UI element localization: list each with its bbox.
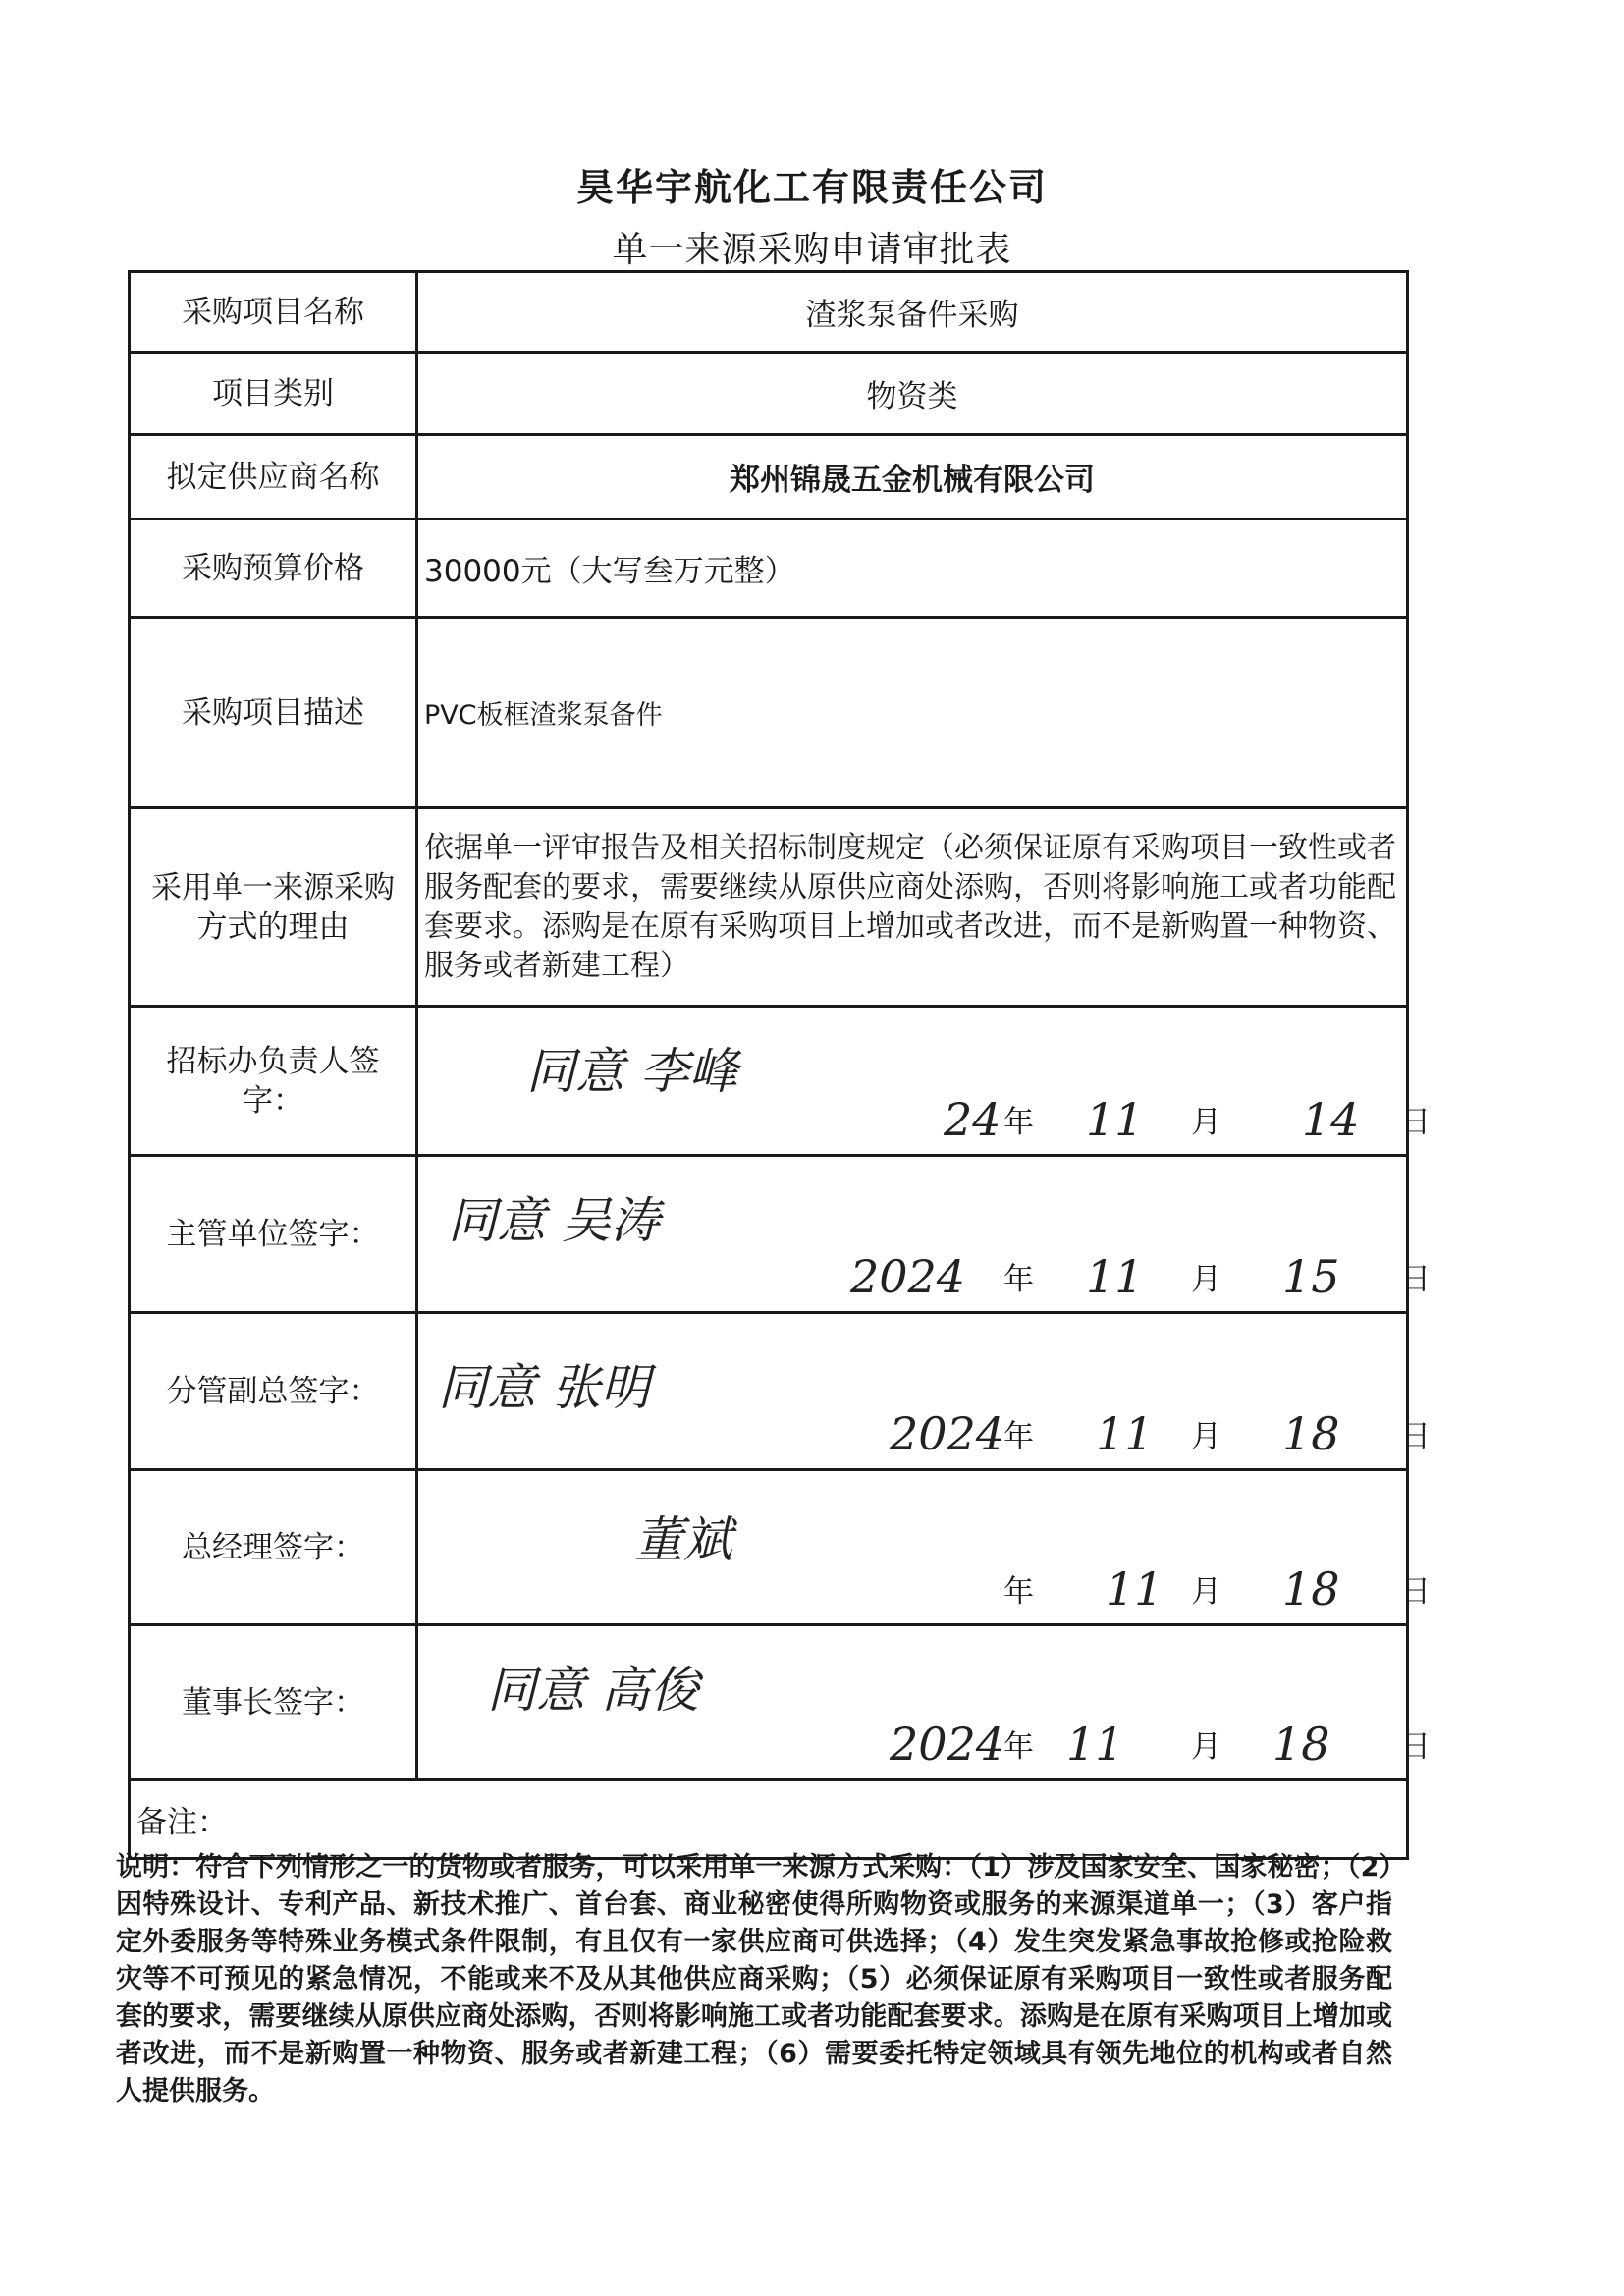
- handwritten-signature: 董斌: [634, 1511, 732, 1568]
- day-label: 日: [1400, 1729, 1431, 1765]
- year-value: 2024: [890, 1718, 1005, 1771]
- signature-cell: [417, 1156, 1431, 1313]
- project-name-label: 采购项目名称: [130, 272, 417, 353]
- handwritten-signature: 同意 张明: [438, 1359, 650, 1416]
- day-value: 15: [1282, 1250, 1340, 1303]
- year-value: 2024: [850, 1250, 966, 1303]
- year-label: 年: [1003, 1262, 1034, 1297]
- month-label: 月: [1191, 1419, 1221, 1454]
- project-name-value: 渣浆泵备件采购: [417, 272, 1408, 353]
- signature-cell: [417, 1625, 1431, 1780]
- category-label: 项目类别: [130, 353, 417, 435]
- row-description: [130, 618, 1408, 808]
- row-signature-chairman: [130, 1625, 1408, 1780]
- row-budget: [130, 519, 1408, 618]
- month-value: 11: [1086, 1093, 1144, 1146]
- year-label: 年: [1003, 1419, 1034, 1454]
- row-signature-bidding-office: [130, 1007, 1408, 1156]
- reason-value: 依据单一评审报告及相关招标制度规定（必须保证原有采购项目一致性或者服务配套的要求，需要继续从原供应商处添购，否则将影响施工或者功能配套要求。添购是在原有采购项目上增加或者改进，而不是新购置一种物资、服务或者新建工程）: [417, 808, 1408, 1007]
- month-label: 月: [1191, 1105, 1221, 1140]
- row-supplier: [130, 435, 1408, 519]
- row-signature-department: [130, 1156, 1408, 1313]
- row-reason: [130, 808, 1408, 1007]
- month-value: 11: [1086, 1250, 1144, 1303]
- explanatory-notes: 说明：符合下列情形之一的货物或者服务，可以采用单一来源方式采购：（1）涉及国家安全、国家秘密；（2）因特殊设计、专利产品、新技术推广、首台套、商业秘密使得所购物资或服务的来源渠道单一；（3）客户指定外委服务等特殊业务模式条件限制，有且仅有一家供应商可供选择；（4）发生突发紧急事故抢修或抢险救灾等不可预见的紧急情况，不能或来不及从其他供应商采购；（5）必须保证原有采购项目一致性或者服务配套的要求，需要继续从原供应商处添购，否则将影响施工或者功能配套要求。添购是在原有采购项目上增加或者改进，而不是新购置一种物资、服务或者新建工程；（6）需要委托特定领域具有领先地位的机构或者自然人提供服务。: [116, 1852, 1392, 2106]
- handwritten-signature: 同意 李峰: [526, 1043, 738, 1100]
- budget-value: 30000元（大写叁万元整）: [417, 519, 1408, 618]
- day-value: 18: [1282, 1407, 1340, 1460]
- row-category: [130, 353, 1408, 435]
- approval-form-table: [128, 270, 1431, 1860]
- row-signature-general-manager: [130, 1470, 1408, 1625]
- signature-label: 总经理签字：: [130, 1470, 417, 1625]
- day-label: 日: [1400, 1262, 1431, 1297]
- row-remarks: [130, 1780, 1408, 1859]
- month-label: 月: [1191, 1262, 1221, 1297]
- handwritten-signature: 同意 高俊: [487, 1662, 699, 1719]
- year-label: 年: [1003, 1105, 1034, 1140]
- month-label: 月: [1191, 1574, 1221, 1610]
- signature-label: 分管副总签字：: [130, 1313, 417, 1470]
- reason-label: 采用单一来源采购方式的理由: [130, 808, 417, 1007]
- year-value: 2024: [890, 1407, 1005, 1460]
- month-value: 11: [1106, 1562, 1164, 1615]
- signature-label: 董事长签字：: [130, 1625, 417, 1780]
- signature-cell: [417, 1470, 1431, 1625]
- month-value: 11: [1096, 1407, 1154, 1460]
- handwritten-signature: 同意 吴涛: [448, 1192, 660, 1249]
- month-label: 月: [1191, 1729, 1221, 1765]
- day-label: 日: [1400, 1574, 1431, 1610]
- year-label: 年: [1003, 1574, 1034, 1610]
- budget-label: 采购预算价格: [130, 519, 417, 618]
- supplier-label: 拟定供应商名称: [130, 435, 417, 519]
- supplier-value: 郑州锦晟五金机械有限公司: [417, 435, 1408, 519]
- description-label: 采购项目描述: [130, 618, 417, 808]
- day-value: 14: [1302, 1093, 1360, 1146]
- form-title: 单一来源采购申请审批表: [612, 230, 1012, 270]
- year-label: 年: [1003, 1729, 1034, 1765]
- year-value: 24: [944, 1093, 1001, 1146]
- company-name: 昊华宇航化工有限责任公司: [575, 166, 1048, 209]
- day-label: 日: [1400, 1419, 1431, 1454]
- day-value: 18: [1282, 1562, 1340, 1615]
- description-value: PVC板框渣浆泵备件: [417, 618, 1408, 808]
- signature-cell: [417, 1313, 1431, 1470]
- row-signature-vice-president: [130, 1313, 1408, 1470]
- signature-label: 招标办负责人签字：: [130, 1007, 417, 1156]
- signature-cell: [417, 1007, 1431, 1156]
- category-value: 物资类: [417, 353, 1408, 435]
- day-value: 18: [1272, 1718, 1330, 1771]
- day-label: 日: [1400, 1105, 1431, 1140]
- row-project-name: [130, 272, 1408, 353]
- month-value: 11: [1066, 1718, 1124, 1771]
- remarks-label: 备注：: [130, 1780, 1408, 1859]
- signature-label: 主管单位签字：: [130, 1156, 417, 1313]
